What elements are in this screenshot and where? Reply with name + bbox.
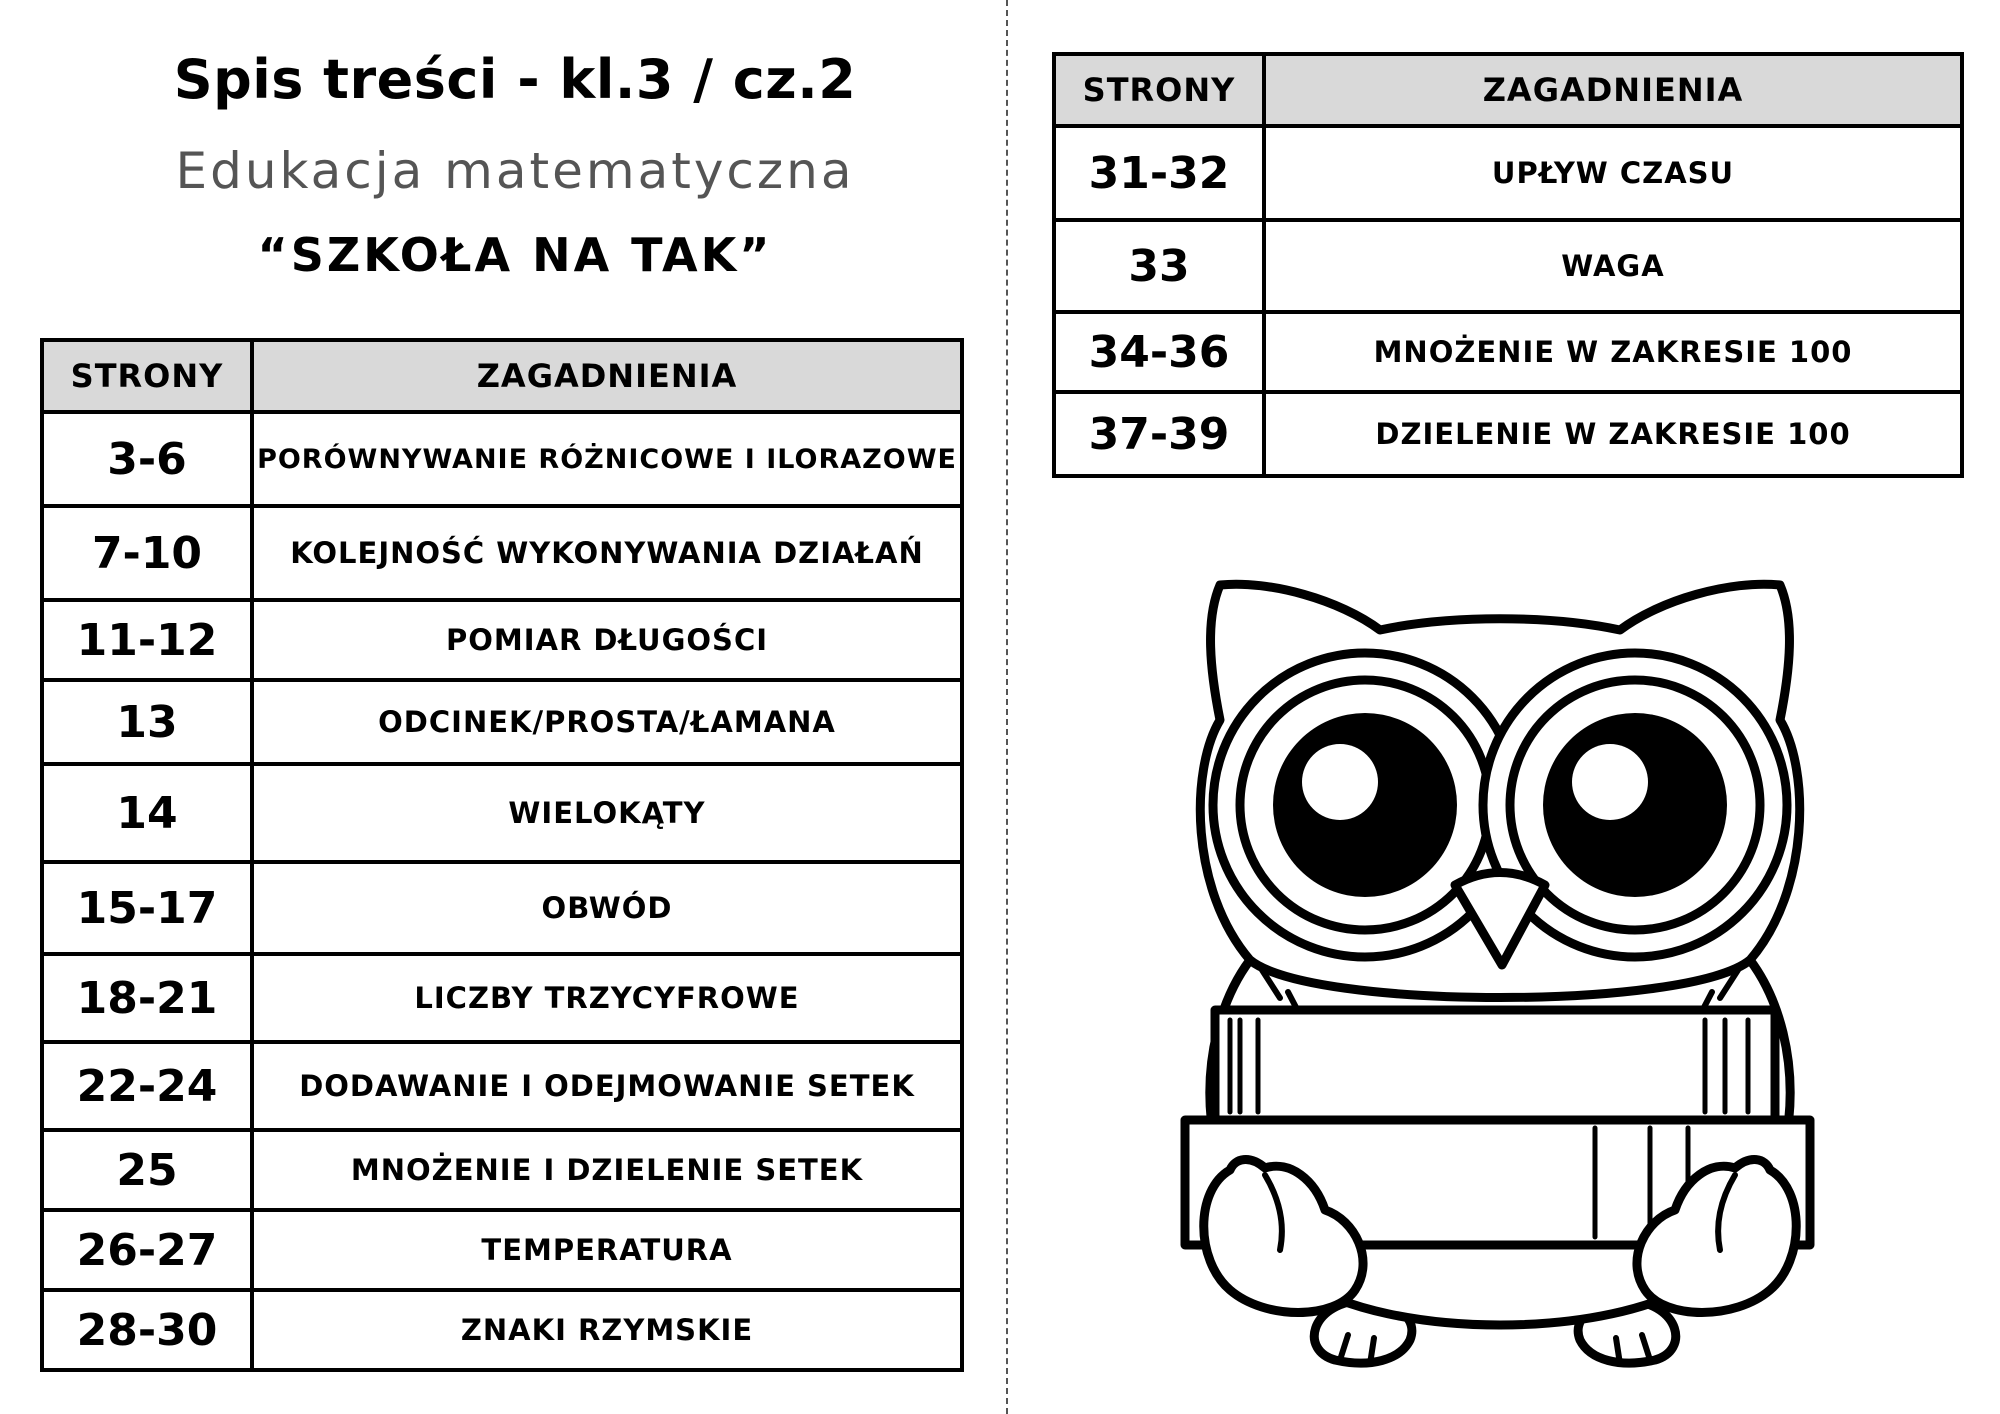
row-topic: TEMPERATURA (252, 1210, 962, 1290)
row-topic: WAGA (1264, 220, 1962, 312)
row-pages: 25 (42, 1130, 252, 1210)
row-pages: 22-24 (42, 1042, 252, 1130)
table-row (42, 954, 962, 1042)
row-pages: 13 (42, 680, 252, 764)
row-topic: ZNAKI RZYMSKIE (252, 1290, 962, 1370)
row-topic: KOLEJNOŚĆ WYKONYWANIA DZIAŁAŃ (252, 506, 962, 600)
toc-table-left (40, 338, 964, 1372)
row-topic: OBWÓD (252, 862, 962, 954)
table-row (1054, 312, 1962, 392)
header-topics: ZAGADNIENIA (252, 340, 962, 412)
table-row (1054, 392, 1962, 476)
page-title: Spis treści - kl.3 / cz.2 (173, 48, 857, 111)
table-row (42, 1042, 962, 1130)
row-topic: POMIAR DŁUGOŚCI (252, 600, 962, 680)
table-row (42, 1290, 962, 1370)
row-topic: WIELOKĄTY (252, 764, 962, 862)
series-name: “SZKOŁA NA TAK” (257, 228, 773, 282)
row-pages: 28-30 (42, 1290, 252, 1370)
row-pages: 26-27 (42, 1210, 252, 1290)
row-pages: 34-36 (1054, 312, 1264, 392)
row-pages: 31-32 (1054, 126, 1264, 220)
row-topic: UPŁYW CZASU (1264, 126, 1962, 220)
table-row (42, 412, 962, 506)
row-topic: DZIELENIE W ZAKRESIE 100 (1264, 392, 1962, 476)
row-pages: 7-10 (42, 506, 252, 600)
header-pages: STRONY (1054, 54, 1264, 126)
row-topic: DODAWANIE I ODEJMOWANIE SETEK (252, 1042, 962, 1130)
table-row (1054, 126, 1962, 220)
owl-with-books-icon (1150, 560, 1850, 1380)
row-topic: PORÓWNYWANIE RÓŻNICOWE I ILORAZOWE (252, 412, 962, 506)
table-row (1054, 220, 1962, 312)
row-pages: 3-6 (42, 412, 252, 506)
page-divider (1006, 0, 1008, 1414)
table-row (42, 1210, 962, 1290)
header-topics: ZAGADNIENIA (1264, 54, 1962, 126)
row-pages: 14 (42, 764, 252, 862)
row-pages: 33 (1054, 220, 1264, 312)
table-row (42, 600, 962, 680)
row-pages: 11-12 (42, 600, 252, 680)
header-pages: STRONY (42, 340, 252, 412)
table-row (42, 1130, 962, 1210)
row-topic: LICZBY TRZYCYFROWE (252, 954, 962, 1042)
row-pages: 15-17 (42, 862, 252, 954)
row-topic: MNOŻENIE I DZIELENIE SETEK (252, 1130, 962, 1210)
row-pages: 18-21 (42, 954, 252, 1042)
table-row (42, 680, 962, 764)
toc-table-right (1052, 52, 1964, 478)
table-row (42, 506, 962, 600)
row-topic: ODCINEK/PROSTA/ŁAMANA (252, 680, 962, 764)
table-row (42, 764, 962, 862)
table-row (42, 862, 962, 954)
row-topic: MNOŻENIE W ZAKRESIE 100 (1264, 312, 1962, 392)
row-pages: 37-39 (1054, 392, 1264, 476)
page-subtitle: Edukacja matematyczna (175, 142, 855, 200)
